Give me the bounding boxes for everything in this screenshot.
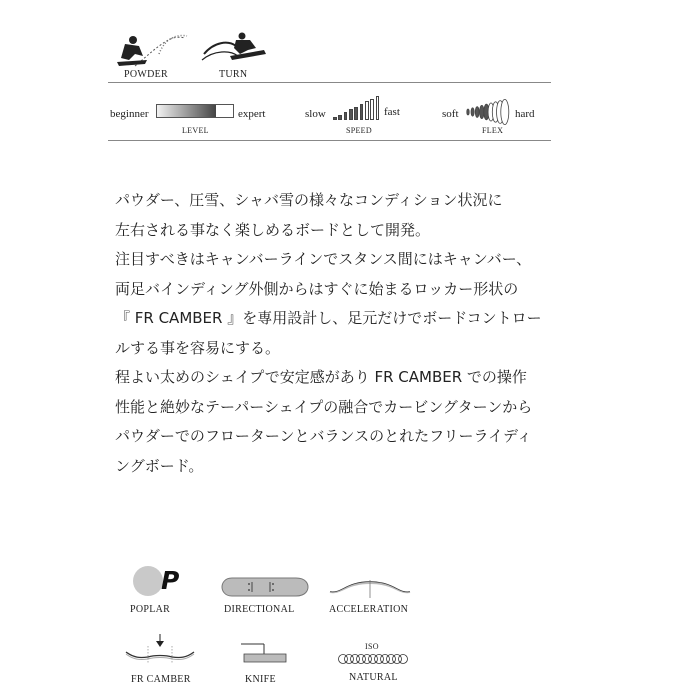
speed-bar xyxy=(344,112,348,120)
directional-shape-icon xyxy=(222,576,308,598)
natural-label: NATURAL xyxy=(349,672,398,683)
speed-bar xyxy=(354,107,358,120)
description-line: 程よい太めのシェイプで安定感があり FR CAMBER での操作 xyxy=(115,368,527,386)
speed-left-label: slow xyxy=(305,108,326,120)
level-title: LEVEL xyxy=(182,126,209,135)
powder-label: POWDER xyxy=(124,69,169,80)
speed-bar xyxy=(365,101,369,120)
fr-camber-icon xyxy=(124,634,196,668)
speed-bar xyxy=(360,104,364,120)
description-line: ングボード。 xyxy=(115,456,204,475)
fr-camber-label: FR CAMBER xyxy=(131,674,191,685)
turn-rider-icon xyxy=(200,30,270,68)
knife-label: KNIFE xyxy=(245,674,276,685)
directional-label: DIRECTIONAL xyxy=(224,604,295,615)
level-bar-fill xyxy=(157,105,216,117)
description xyxy=(115,186,595,481)
level-bar xyxy=(156,104,234,118)
poplar-badge: P xyxy=(161,566,180,595)
flex-mark xyxy=(501,99,509,124)
acceleration-label: ACCELERATION xyxy=(329,604,409,615)
speed-bar xyxy=(370,99,374,120)
speed-bar xyxy=(338,115,342,120)
description-line: 性能と絶妙なテーパーシェイプの融合でカービングターンから xyxy=(115,397,533,416)
description-line: 左右される事なく楽しめるボードとして開発。 xyxy=(115,220,431,239)
poplar-label: POPLAR xyxy=(130,604,171,615)
description-line: 両足バインディング外側からはすぐに始まるロッカー形状の xyxy=(115,279,519,298)
poplar-circle xyxy=(133,566,163,596)
iso-label: ISO xyxy=(365,642,379,651)
acceleration-profile-icon xyxy=(330,578,410,600)
description-line: パウダー、圧雪、シャバ雪の様々なコンディション状況に xyxy=(115,191,503,209)
description-line: 『 FR CAMBER 』を専用設計し、足元だけでボードコントロー xyxy=(115,309,542,327)
speed-bar xyxy=(349,109,353,120)
ratings-divider xyxy=(108,140,551,141)
turn-label: TURN xyxy=(219,69,248,80)
speed-bars xyxy=(333,96,381,120)
knife-edge-icon xyxy=(240,638,290,668)
top-divider xyxy=(108,82,551,83)
flex-mark xyxy=(480,105,485,118)
level-right-label: expert xyxy=(238,108,266,120)
flex-scale xyxy=(464,98,514,126)
description-line: 注目すべきはキャンバーラインでスタンス間にはキャンバー、 xyxy=(115,250,532,268)
level-left-label: beginner xyxy=(110,108,149,120)
natural-sidecut-icon xyxy=(338,652,408,666)
description-line: ルする事を容易にする。 xyxy=(115,338,281,357)
speed-bar xyxy=(333,117,337,120)
flex-left-label: soft xyxy=(442,108,459,120)
speed-bar xyxy=(376,96,380,120)
speed-title: SPEED xyxy=(346,126,372,135)
speed-right-label: fast xyxy=(384,106,400,118)
poplar-core-icon xyxy=(133,566,183,600)
flex-mark xyxy=(467,109,469,115)
flex-mark xyxy=(471,108,474,116)
description-line: パウダーでのフローターンとバランスのとれたフリーライディ xyxy=(115,427,532,445)
powder-rider-icon xyxy=(115,28,195,70)
flex-right-label: hard xyxy=(515,108,535,120)
flex-title: FLEX xyxy=(482,126,504,135)
flex-mark xyxy=(475,107,479,118)
sidecut-circle xyxy=(399,655,408,664)
